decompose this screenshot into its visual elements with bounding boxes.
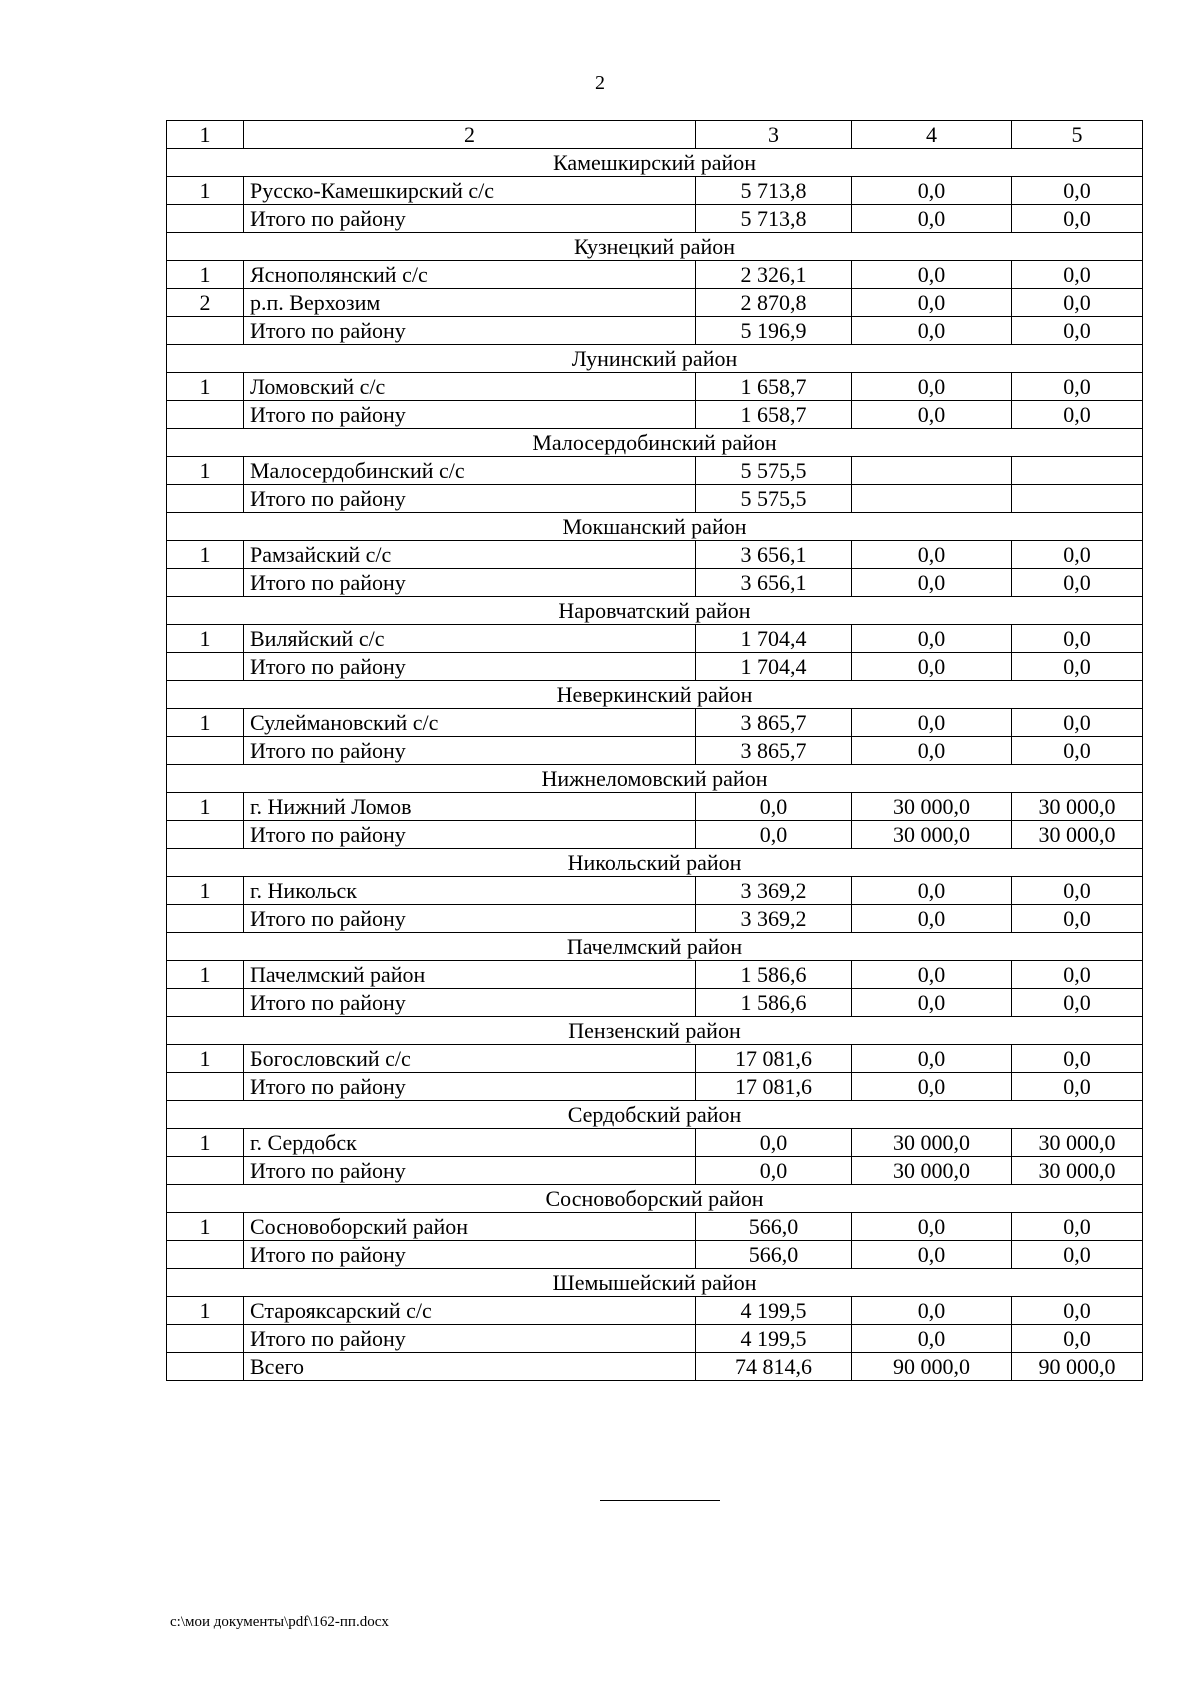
table-cell: 3 369,2 xyxy=(696,877,852,905)
table-cell: 30 000,0 xyxy=(1012,1157,1143,1185)
table-cell: 0,0 xyxy=(1012,401,1143,429)
table-cell: 74 814,6 xyxy=(696,1353,852,1381)
table-cell: 1 658,7 xyxy=(696,373,852,401)
table-cell: 0,0 xyxy=(1012,317,1143,345)
table-cell: 566,0 xyxy=(696,1241,852,1269)
table-row xyxy=(167,401,1143,429)
table-cell: 30 000,0 xyxy=(852,1129,1012,1157)
table-row xyxy=(167,1213,1143,1241)
table-cell: Итого по району xyxy=(244,905,696,933)
table-cell: г. Никольск xyxy=(244,877,696,905)
district-section-row xyxy=(167,1101,1143,1129)
table-cell: 0,0 xyxy=(1012,289,1143,317)
table-row xyxy=(167,541,1143,569)
table-cell: Итого по району xyxy=(244,317,696,345)
table-cell: 5 575,5 xyxy=(696,457,852,485)
table-row xyxy=(167,205,1143,233)
table-cell: Русско-Камешкирский с/с xyxy=(244,177,696,205)
table-cell: 3 865,7 xyxy=(696,709,852,737)
table-cell: 0,0 xyxy=(852,737,1012,765)
page-number: 2 xyxy=(595,72,605,94)
table-cell: г. Сердобск xyxy=(244,1129,696,1157)
table-body xyxy=(167,121,1143,1381)
table-cell: Виляйский с/с xyxy=(244,625,696,653)
footer-file-path: c:\мои документы\pdf\162-пп.docx xyxy=(170,1614,389,1630)
table-cell: 3 656,1 xyxy=(696,541,852,569)
table-cell: 0,0 xyxy=(1012,877,1143,905)
table-cell: 2 870,8 xyxy=(696,289,852,317)
table-row xyxy=(167,905,1143,933)
table-row xyxy=(167,1325,1143,1353)
table-cell: Богословский с/с xyxy=(244,1045,696,1073)
table-cell: 1 xyxy=(167,541,244,569)
district-title: Пензенский район xyxy=(167,1017,1143,1045)
table-row xyxy=(167,653,1143,681)
table-row xyxy=(167,569,1143,597)
table-row xyxy=(167,877,1143,905)
table-cell: Итого по району xyxy=(244,1073,696,1101)
district-title: Сосновоборский район xyxy=(167,1185,1143,1213)
district-title: Шемышейский район xyxy=(167,1269,1143,1297)
table-cell: 30 000,0 xyxy=(1012,1129,1143,1157)
table-cell: 1 xyxy=(167,1045,244,1073)
table-cell: 0,0 xyxy=(852,205,1012,233)
table-cell: 1 xyxy=(167,373,244,401)
table-cell: 0,0 xyxy=(1012,1325,1143,1353)
table-cell xyxy=(167,905,244,933)
table-cell xyxy=(167,317,244,345)
table-cell: 1 704,4 xyxy=(696,653,852,681)
district-section-row xyxy=(167,1185,1143,1213)
table-row xyxy=(167,1045,1143,1073)
table-cell xyxy=(167,1353,244,1381)
table-cell xyxy=(167,401,244,429)
table-cell: 0,0 xyxy=(852,989,1012,1017)
table-row xyxy=(167,1353,1143,1381)
table-cell: 30 000,0 xyxy=(852,821,1012,849)
table-cell: Ломовский с/с xyxy=(244,373,696,401)
district-section-row xyxy=(167,681,1143,709)
table-cell: 0,0 xyxy=(1012,205,1143,233)
table-cell: 0,0 xyxy=(1012,653,1143,681)
table-cell xyxy=(167,1325,244,1353)
table-row xyxy=(167,821,1143,849)
table-cell: 0,0 xyxy=(696,1157,852,1185)
table-cell: 30 000,0 xyxy=(1012,793,1143,821)
table-cell: 0,0 xyxy=(1012,373,1143,401)
table-cell xyxy=(1012,485,1143,513)
table-cell: 566,0 xyxy=(696,1213,852,1241)
table-cell: 0,0 xyxy=(852,709,1012,737)
district-section-row xyxy=(167,1269,1143,1297)
table-cell xyxy=(167,989,244,1017)
table-cell: 0,0 xyxy=(852,1241,1012,1269)
table-cell: 0,0 xyxy=(852,1325,1012,1353)
table-cell: 0,0 xyxy=(852,961,1012,989)
district-title: Камешкирский район xyxy=(167,149,1143,177)
table-cell: 0,0 xyxy=(1012,177,1143,205)
table-cell: 0,0 xyxy=(852,569,1012,597)
table-cell xyxy=(167,1073,244,1101)
district-section-row xyxy=(167,933,1143,961)
table-cell: 5 713,8 xyxy=(696,177,852,205)
table-cell: 2 xyxy=(167,289,244,317)
table-cell: 0,0 xyxy=(1012,1213,1143,1241)
district-section-row xyxy=(167,149,1143,177)
district-section-row xyxy=(167,345,1143,373)
table-cell xyxy=(852,485,1012,513)
table-cell: Пачелмский район xyxy=(244,961,696,989)
table-cell: 1 xyxy=(167,1297,244,1325)
table-cell xyxy=(852,457,1012,485)
district-section-row xyxy=(167,429,1143,457)
header-cell: 5 xyxy=(1012,121,1143,149)
table-cell: 1 586,6 xyxy=(696,989,852,1017)
table-cell: Всего xyxy=(244,1353,696,1381)
table-cell: 0,0 xyxy=(852,1073,1012,1101)
table-cell: 1 xyxy=(167,1213,244,1241)
table-row xyxy=(167,261,1143,289)
table-cell xyxy=(167,205,244,233)
district-section-row xyxy=(167,513,1143,541)
table-cell: 17 081,6 xyxy=(696,1073,852,1101)
table-row xyxy=(167,289,1143,317)
district-title: Сердобский район xyxy=(167,1101,1143,1129)
table-cell: Рамзайский с/с xyxy=(244,541,696,569)
district-title: Кузнецкий район xyxy=(167,233,1143,261)
table-cell: 1 xyxy=(167,961,244,989)
table-cell: 0,0 xyxy=(1012,569,1143,597)
table-cell: 1 586,6 xyxy=(696,961,852,989)
table-cell xyxy=(1012,457,1143,485)
table-row xyxy=(167,317,1143,345)
district-section-row xyxy=(167,597,1143,625)
district-section-row xyxy=(167,233,1143,261)
table-cell: 90 000,0 xyxy=(852,1353,1012,1381)
table-cell xyxy=(167,653,244,681)
table-cell: Итого по району xyxy=(244,205,696,233)
table-cell: Итого по району xyxy=(244,737,696,765)
table-cell: Итого по району xyxy=(244,401,696,429)
table-cell: 90 000,0 xyxy=(1012,1353,1143,1381)
table-cell xyxy=(167,1157,244,1185)
table-cell: 0,0 xyxy=(852,289,1012,317)
table-cell: 1 xyxy=(167,877,244,905)
district-title: Нижнеломовский район xyxy=(167,765,1143,793)
table-cell xyxy=(167,737,244,765)
table-cell: 0,0 xyxy=(852,317,1012,345)
table-cell: 0,0 xyxy=(852,877,1012,905)
table-row xyxy=(167,1297,1143,1325)
table-row xyxy=(167,1129,1143,1157)
table-cell xyxy=(167,569,244,597)
table-row xyxy=(167,457,1143,485)
table-cell: 0,0 xyxy=(696,1129,852,1157)
table-cell: Итого по району xyxy=(244,1157,696,1185)
table-row xyxy=(167,737,1143,765)
table-cell: 0,0 xyxy=(852,905,1012,933)
table-cell: 0,0 xyxy=(1012,989,1143,1017)
table-cell: 5 196,9 xyxy=(696,317,852,345)
table-cell: 0,0 xyxy=(1012,737,1143,765)
table-cell: 0,0 xyxy=(1012,541,1143,569)
table-cell: 0,0 xyxy=(1012,1241,1143,1269)
table-cell: 1 xyxy=(167,261,244,289)
table-cell: 0,0 xyxy=(852,1213,1012,1241)
table-row xyxy=(167,625,1143,653)
table-cell: 1 xyxy=(167,457,244,485)
table-cell: 30 000,0 xyxy=(852,1157,1012,1185)
table-cell: 1 658,7 xyxy=(696,401,852,429)
table-cell: 1 xyxy=(167,177,244,205)
table-cell: 0,0 xyxy=(852,261,1012,289)
table-cell: 2 326,1 xyxy=(696,261,852,289)
table-row xyxy=(167,709,1143,737)
table-cell: 5 575,5 xyxy=(696,485,852,513)
table-cell: Итого по району xyxy=(244,569,696,597)
table-cell: 0,0 xyxy=(852,653,1012,681)
table-row xyxy=(167,961,1143,989)
table-cell: 4 199,5 xyxy=(696,1297,852,1325)
district-title: Лунинский район xyxy=(167,345,1143,373)
table-row xyxy=(167,1157,1143,1185)
district-title: Мокшанский район xyxy=(167,513,1143,541)
table-cell: 1 xyxy=(167,709,244,737)
table-cell: 0,0 xyxy=(852,1045,1012,1073)
table-cell: 0,0 xyxy=(852,541,1012,569)
table-cell xyxy=(167,821,244,849)
table-cell: 0,0 xyxy=(1012,709,1143,737)
table-cell: 0,0 xyxy=(852,1297,1012,1325)
table-cell: 0,0 xyxy=(852,373,1012,401)
table-cell: Итого по району xyxy=(244,821,696,849)
table-cell: 0,0 xyxy=(696,793,852,821)
table-cell: 3 369,2 xyxy=(696,905,852,933)
table-cell: Итого по району xyxy=(244,485,696,513)
table-row xyxy=(167,989,1143,1017)
table-cell: 30 000,0 xyxy=(852,793,1012,821)
table-cell: 5 713,8 xyxy=(696,205,852,233)
table-cell xyxy=(167,485,244,513)
table-cell: 3 865,7 xyxy=(696,737,852,765)
table-cell: Яснополянский с/с xyxy=(244,261,696,289)
table-cell: 0,0 xyxy=(852,401,1012,429)
table-cell: г. Нижний Ломов xyxy=(244,793,696,821)
table-cell: 0,0 xyxy=(1012,1045,1143,1073)
table-cell: 0,0 xyxy=(1012,961,1143,989)
district-title: Пачелмский район xyxy=(167,933,1143,961)
table-cell: 17 081,6 xyxy=(696,1045,852,1073)
table-cell: 30 000,0 xyxy=(1012,821,1143,849)
table-cell: 4 199,5 xyxy=(696,1325,852,1353)
table-cell: р.п. Верхозим xyxy=(244,289,696,317)
district-section-row xyxy=(167,1017,1143,1045)
table-cell: 3 656,1 xyxy=(696,569,852,597)
table-cell: Итого по району xyxy=(244,1241,696,1269)
header-cell: 1 xyxy=(167,121,244,149)
table-row xyxy=(167,1241,1143,1269)
table-cell: 0,0 xyxy=(696,821,852,849)
table-cell: Итого по району xyxy=(244,989,696,1017)
district-title: Неверкинский район xyxy=(167,681,1143,709)
table-cell: Сулеймановский с/с xyxy=(244,709,696,737)
table-cell: 1 xyxy=(167,625,244,653)
header-cell: 2 xyxy=(244,121,696,149)
table-cell: Итого по району xyxy=(244,1325,696,1353)
table-cell: Сосновоборский район xyxy=(244,1213,696,1241)
table-cell: Итого по району xyxy=(244,653,696,681)
table-row xyxy=(167,485,1143,513)
table-row xyxy=(167,1073,1143,1101)
table-cell: Старояксарский с/с xyxy=(244,1297,696,1325)
district-title: Наровчатский район xyxy=(167,597,1143,625)
district-section-row xyxy=(167,849,1143,877)
table-cell: 1 xyxy=(167,1129,244,1157)
table-cell: Малосердобинский с/с xyxy=(244,457,696,485)
table-cell: 0,0 xyxy=(852,177,1012,205)
district-section-row xyxy=(167,765,1143,793)
table-row xyxy=(167,793,1143,821)
table-cell: 0,0 xyxy=(1012,261,1143,289)
table-cell: 0,0 xyxy=(852,625,1012,653)
separator-line xyxy=(600,1500,720,1501)
header-cell: 3 xyxy=(696,121,852,149)
table-cell: 0,0 xyxy=(1012,1073,1143,1101)
district-title: Малосердобинский район xyxy=(167,429,1143,457)
table-cell: 1 704,4 xyxy=(696,625,852,653)
header-row xyxy=(167,121,1143,149)
table-row xyxy=(167,177,1143,205)
allocation-table xyxy=(166,120,1143,1381)
table-cell: 0,0 xyxy=(1012,625,1143,653)
district-title: Никольский район xyxy=(167,849,1143,877)
table-cell xyxy=(167,1241,244,1269)
table-cell: 0,0 xyxy=(1012,905,1143,933)
table-row xyxy=(167,373,1143,401)
header-cell: 4 xyxy=(852,121,1012,149)
table-cell: 1 xyxy=(167,793,244,821)
table-cell: 0,0 xyxy=(1012,1297,1143,1325)
